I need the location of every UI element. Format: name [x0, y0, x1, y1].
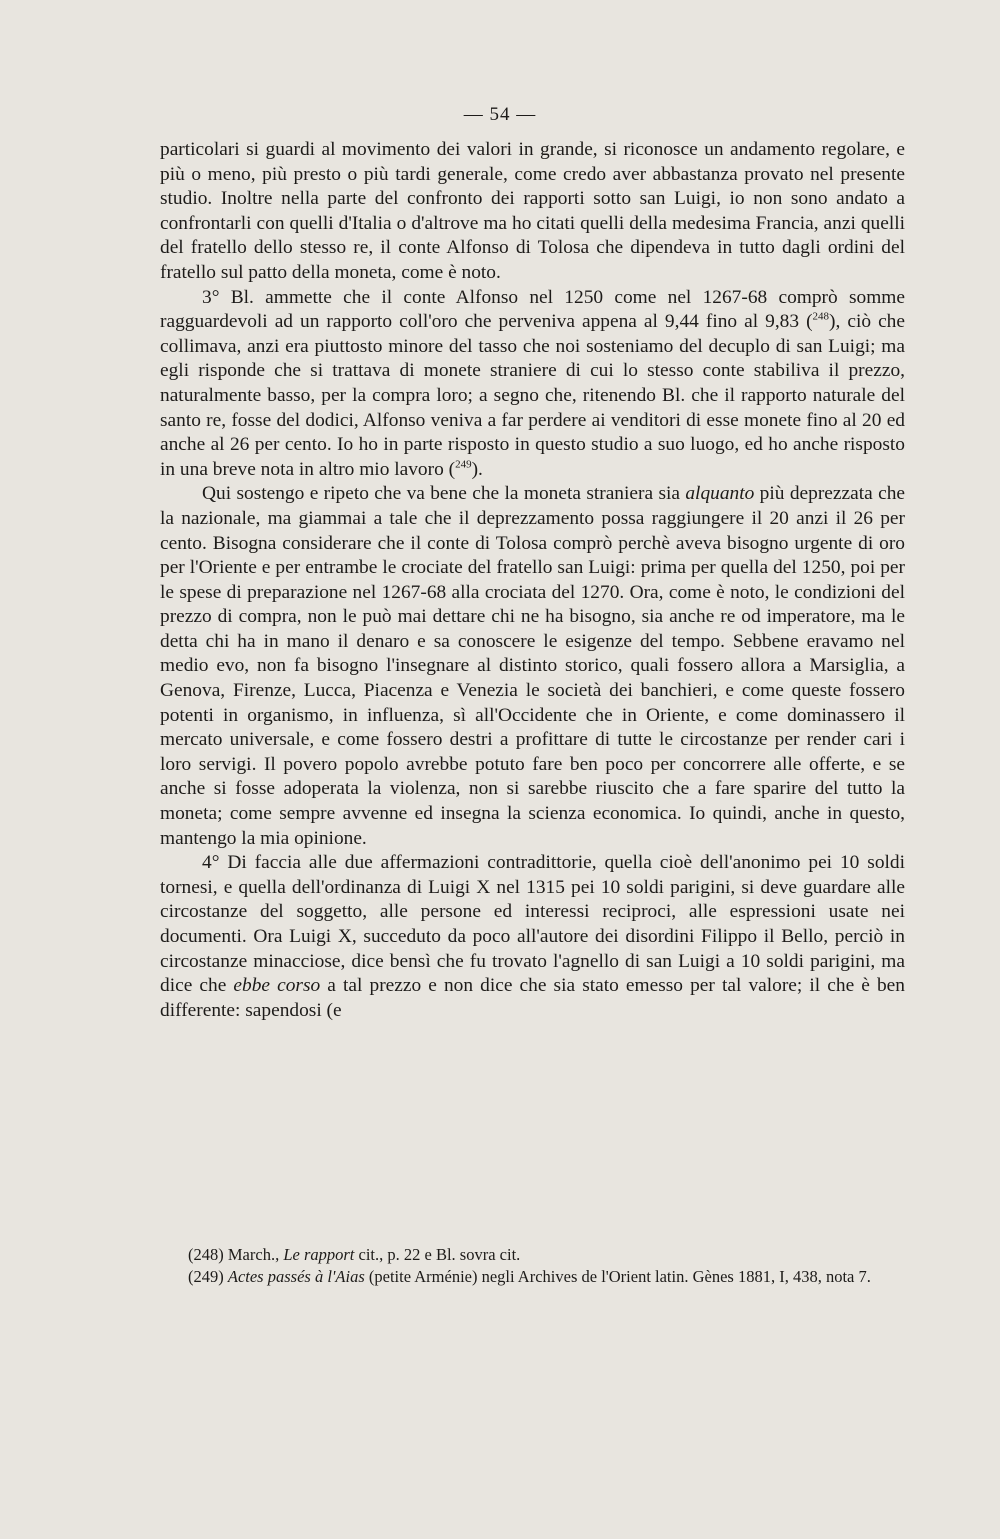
footnote-249-part-b: (petite Arménie) negli Archives de l'Orient latin. Gènes 1881, I, 438, nota 7. [364, 1267, 871, 1286]
footnote-248 [160, 1244, 905, 1266]
paragraph-4-part-b: a tal prezzo e non dice che sia stato emesso per tal valore; il che è ben differente: sapendosi (e [160, 975, 905, 1021]
paragraph-3 [160, 482, 905, 851]
paragraph-3-part-a: Qui sostengo e ripeto che va bene che la moneta straniera sia [202, 483, 686, 505]
paragraph-2-part-c: ). [471, 458, 483, 480]
body-text [160, 138, 905, 1023]
page-number: — 54 — [463, 104, 537, 125]
footnote-248-part-b: cit., p. 22 e Bl. sovra cit. [354, 1245, 521, 1264]
paragraph-4 [160, 851, 905, 1023]
footnote-248-italic: Le rapport [283, 1245, 355, 1264]
footnote-248-part-a: March., [223, 1245, 284, 1264]
footnote-249-number: (249) [188, 1267, 224, 1286]
paragraph-4-part-a: 4° Di faccia alle due affermazioni contradittorie, quella cioè dell'anonimo pei 10 soldi tornesi, e quella dell'ordinanza di Luigi X nel 1315 pei 10 soldi parigini, si deve guardare alle circostanze del soggetto, alle persone ed interessi reciproci, alle espressioni usate nei documenti. Ora Luigi X, succeduto da poco all'autore dei disordini Filippo il Bello, perciò in circostanze minacciose, dice bensì che fu trovato l'agnello di san Luigi a 10 soldi parigini, ma dice che [160, 852, 905, 997]
paragraph-4-italic: ebbe corso [233, 975, 321, 997]
footnote-249-italic: Actes passés à l'Aias [227, 1267, 365, 1286]
footnote-ref-248: 248 [812, 310, 830, 323]
footnote-ref-249: 249 [455, 458, 472, 471]
paragraph-3-italic: alquanto [685, 483, 755, 505]
paragraph-2-part-a: 3° Bl. ammette che il conte Alfonso nel 1250 come nel 1267-68 comprò somme ragguardevoli ad un rapporto coll'oro che perveniva appena al 9,44 fino al 9,83 ( [160, 286, 905, 333]
footnotes [160, 1244, 905, 1288]
paragraph-2-part-b: ), ciò che collimava, anzi era piuttosto minore del tasso che noi sosteniamo del decuplo di san Luigi; ma egli risponde che si trattava di monete straniere di cui lo stesso conte stabiliva il prezzo, naturalmente basso, per la compra loro; a segno che, ritenendo Bl. che il rapporto naturale del santo re, fosse del dodici, Alfonso veniva a far perdere ai venditori di esse monete fino al 20 ed anche al 26 per cento. Io ho in parte risposto in questo studio a suo luogo, ed ho anche risposto in una breve nota in altro mio lavoro ( [160, 311, 905, 480]
paragraph-2 [160, 286, 905, 483]
footnote-249 [160, 1266, 905, 1288]
footnote-248-number: (248) [188, 1245, 224, 1264]
paragraph-1: particolari si guardi al movimento dei valori in grande, si riconosce un andamento regolare, e più o meno, più presto o più tardi generale, come credo aver abbastanza provato nel presente studio. Inoltre nella parte del confronto dei rapporti sotto san Luigi, io non sono andato a confrontarli con quelli d'Italia o d'altrove ma ho citati quelli della medesima Francia, anzi quelli del fratello dello stesso re, il conte Alfonso di Tolosa che dipendeva in tutto dagli ordini del fratello sul patto della moneta, come è noto. [160, 139, 905, 283]
paragraph-3-part-b: più deprezzata che la nazionale, ma giammai a tale che il deprezzamento possa raggiungere il 20 anzi il 26 per cento. Bisogna considerare che il conte di Tolosa comprò perchè aveva bisogno urgente di oro per l'Oriente e per entrambe le crociate del fratello san Luigi: prima per quella del 1250, poi per le spese di preparazione nel 1267-68 alla crociata del 1270. Ora, come è noto, le condizioni del prezzo di compra, non le può mai dettare chi ne ha bisogno, sia anche re od imperatore, ma le detta chi ha in mano il denaro e sa conoscere le esigenze del tempo. Sebbene eravamo nel medio evo, non fa bisogno l'insegnare al distinto storico, quali fossero allora a Marsiglia, a Genova, Firenze, Lucca, Piacenza e Venezia le società dei banchieri, e come queste fossero potenti in organismo, in influenza, sì all'Occidente che in Oriente, e come dominassero il mercato universale, e come fossero destri a profittare di tutte le circostanze per render cari i loro servigi. Il povero popolo avrebbe potuto fare ben poco per concorrere alle offerte, e se anche si fosse adoperata la violenza, non si sarebbe riuscito che a fare sparire del tutto la moneta; come sempre avvenne ed insegna la scienza economica. Io quindi, anche in questo, mantengo la mia opinione. [160, 483, 905, 849]
